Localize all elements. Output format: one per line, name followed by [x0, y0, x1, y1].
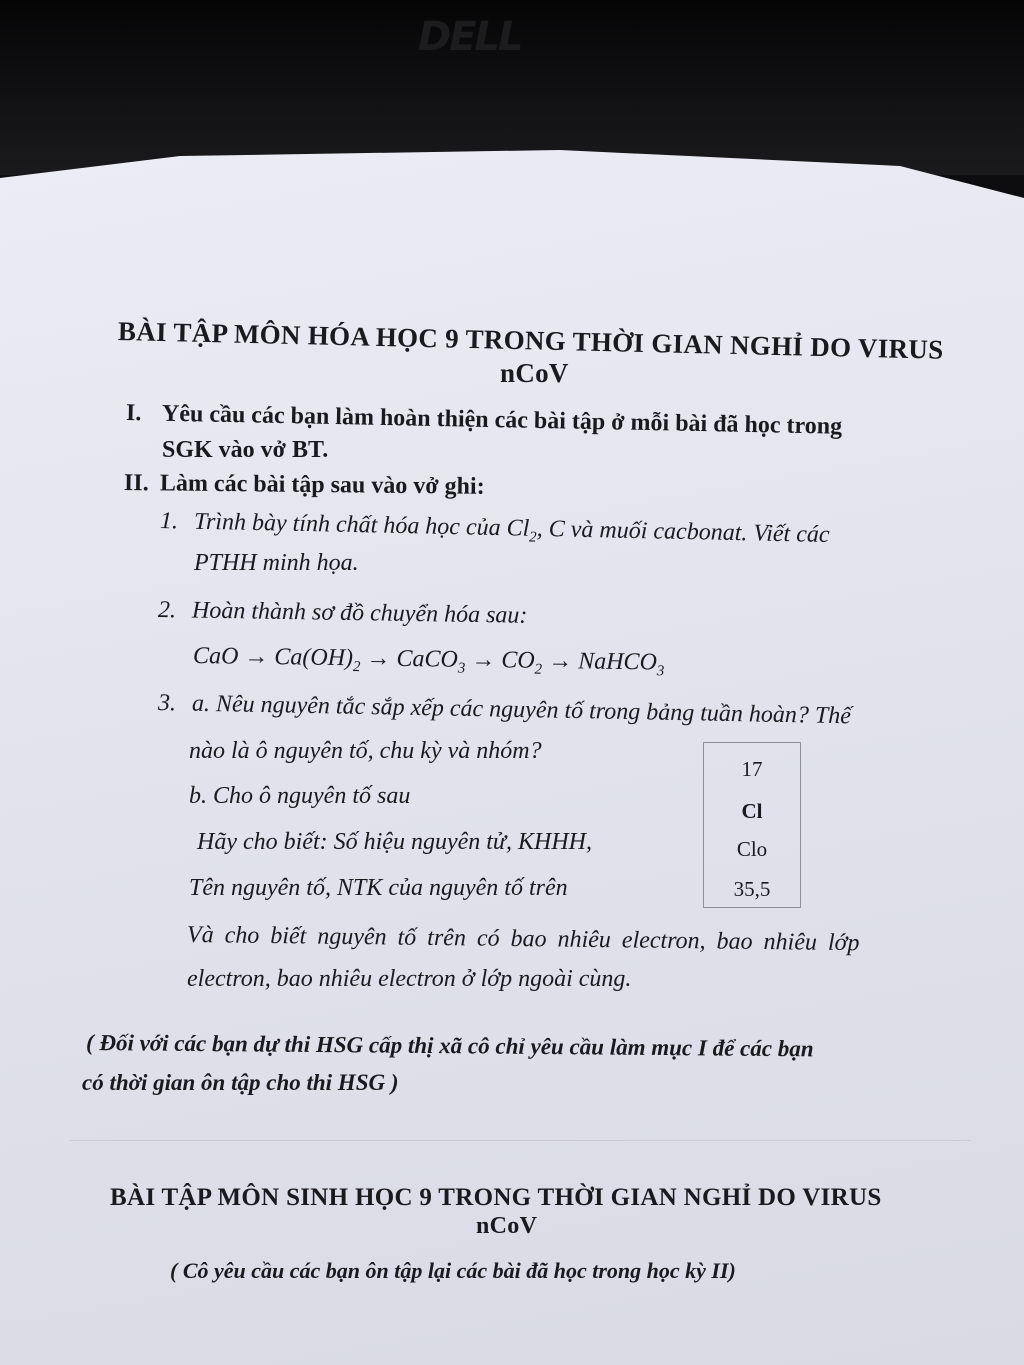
- scheme-arrow-icon: →: [471, 646, 496, 674]
- bio-title-line2: nCoV: [476, 1213, 538, 1239]
- question-2-line: [158, 597, 528, 630]
- scheme-cao: CaO: [192, 643, 239, 670]
- chem-title-line2: nCoV: [500, 358, 569, 388]
- hsg-note-line1: ( Đối với các bạn dự thi HSG cấp thị xã cô chỉ yêu cầu làm mục I để các bạn: [85, 1030, 814, 1062]
- conversion-scheme: [193, 643, 665, 680]
- scheme-co2: $CO_2$: [501, 647, 543, 678]
- question-2-text: Hoàn thành sơ đồ chuyển hóa sau:: [191, 597, 528, 629]
- question-3-ask1: Hãy cho biết: Số hiệu nguyên tử, KHHH,: [197, 829, 593, 855]
- question-3-ask2: Tên nguyên tố, NTK của nguyên tố trên: [189, 875, 568, 901]
- question-3b: b. Cho ô nguyên tố sau: [189, 783, 411, 809]
- section-2-number: II.: [123, 470, 149, 497]
- scheme-arrow-icon: →: [366, 645, 391, 672]
- scheme-caco3: CaCO$_3$: [396, 645, 466, 677]
- chem-title-line1: BÀI TẬP MÔN HÓA HỌC 9 TRONG THỜI GIAN NGHỈ DO VIRUS: [117, 316, 944, 365]
- question-1-text-a: Trình bày tính chất hóa học của Cl: [193, 508, 530, 542]
- question-2-number: 2.: [157, 597, 177, 624]
- question-3-number: 3.: [157, 690, 177, 717]
- section-1-line2: SGK vào vở BT.: [162, 437, 329, 463]
- question-1-number: 1.: [159, 508, 179, 535]
- element-name: Clo: [736, 837, 768, 861]
- question-1-subscript: 2: [528, 529, 537, 546]
- question-1-line2: PTHH minh họa.: [194, 550, 359, 576]
- question-1-line1: [160, 508, 830, 553]
- scheme-arrow-icon: →: [244, 643, 269, 671]
- section-2-text: Làm các bài tập sau vào vở ghi:: [159, 470, 485, 500]
- element-atomic-number: 17: [741, 757, 763, 781]
- bio-title-line1: BÀI TẬP MÔN SINH HỌC 9 TRONG THỜI GIAN NGHỈ DO VIRUS: [110, 1184, 882, 1211]
- question-3a-text: a. Nêu nguyên tắc sắp xếp các nguyên tố trong bảng tuần hoàn? Thế: [191, 690, 852, 730]
- scheme-nahco3: NaHCO$_3$: [578, 648, 665, 680]
- question-3a-line1: [158, 690, 851, 730]
- question-1-text-b: , C và muối cacbonat. Viết các: [536, 515, 830, 549]
- section-1-number: I.: [125, 400, 142, 427]
- element-atomic-mass: 35,5: [733, 877, 771, 901]
- question-3a-line2: nào là ô nguyên tố, chu kỳ và nhóm?: [189, 738, 542, 764]
- section-divider: [70, 1140, 970, 1141]
- section-1-text: Yêu cầu các bạn làm hoàn thiện các bài tập ở mỗi bài đã học trong: [161, 400, 843, 440]
- section-2-heading: [124, 470, 485, 501]
- element-cell: [703, 742, 801, 908]
- scheme-caoh2: $Ca(OH)_2$: [274, 644, 361, 676]
- hsg-note-line2: có thời gian ôn tập cho thi HSG ): [82, 1070, 399, 1095]
- scheme-arrow-icon: →: [548, 647, 573, 675]
- question-3-ask3: Và cho biết nguyên tố trên có bao nhiêu electron, bao nhiêu lớp: [186, 922, 860, 957]
- bio-note: ( Cô yêu cầu các bạn ôn tập lại các bài đã học trong học kỳ II): [170, 1258, 736, 1283]
- element-symbol: Cl: [741, 799, 763, 823]
- question-3-ask4: electron, bao nhiêu electron ở lớp ngoài cùng.: [187, 966, 632, 992]
- monitor-logo: DELL: [418, 14, 522, 60]
- section-1-line1: [126, 400, 843, 441]
